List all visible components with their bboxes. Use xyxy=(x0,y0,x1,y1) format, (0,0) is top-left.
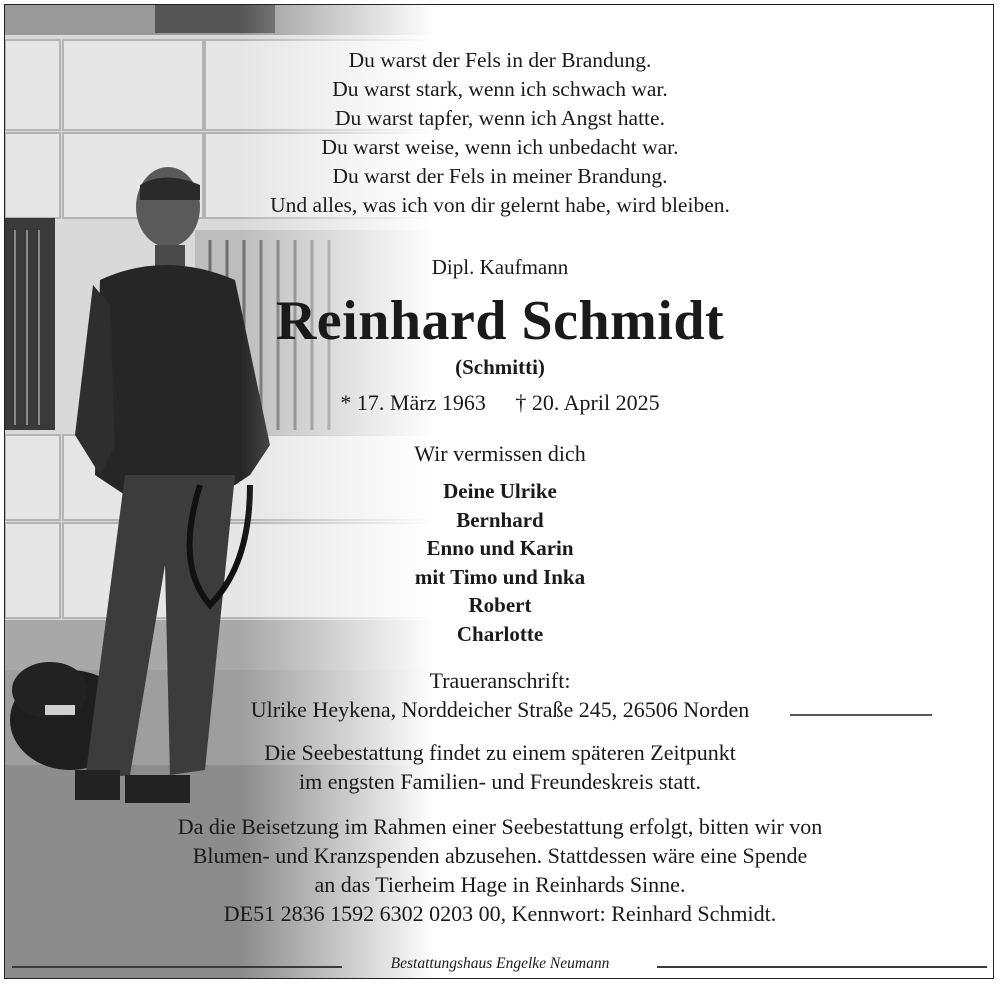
poem-line: Du warst stark, wenn ich schwach war. xyxy=(332,77,668,101)
life-dates xyxy=(0,390,1000,416)
footer-rule-right xyxy=(657,966,987,968)
deceased-name: Reinhard Schmidt xyxy=(275,290,725,352)
burial-line: im engsten Familien- und Freundeskreis statt. xyxy=(298,769,702,794)
family-member: Charlotte xyxy=(456,621,544,646)
poem-line: Du warst tapfer, wenn ich Angst hatte. xyxy=(335,106,665,130)
burial-notice xyxy=(0,738,1000,796)
family-member: Robert xyxy=(468,593,532,617)
poem-line: Du warst weise, wenn ich unbedacht war. xyxy=(321,135,679,159)
donation-line: Blumen- und Kranzspenden abzusehen. Stattdessen wäre eine Spende xyxy=(192,843,808,868)
family-member: mit Timo und Inka xyxy=(414,564,586,589)
family-member: Enno und Karin xyxy=(426,536,574,560)
address-line: Ulrike Heykena, Norddeicher Straße 245, 26506 Norden xyxy=(250,697,750,722)
funeral-home: Bestattungshaus Engelke Neumann xyxy=(390,955,610,972)
family-member: Deine Ulrike xyxy=(443,479,557,503)
poem-line: Du warst der Fels in meiner Brandung. xyxy=(332,164,668,188)
deceased-nickname: (Schmitti) xyxy=(455,355,545,379)
family-list xyxy=(0,477,1000,648)
donation-line: Da die Beisetzung im Rahmen einer Seebestattung erfolgt, bitten wir von xyxy=(177,814,823,839)
donation-line: DE51 2836 1592 6302 0203 00, Kennwort: Reinhard Schmidt. xyxy=(223,901,777,926)
miss-text: Wir vermissen dich xyxy=(414,441,586,466)
donation-notice xyxy=(0,812,1000,928)
burial-line: Die Seebestattung findet zu einem späteren Zeitpunkt xyxy=(264,740,736,765)
birth-date: * 17. März 1963 xyxy=(340,390,486,415)
address-label: Traueranschrift: xyxy=(429,668,571,693)
family-member: Bernhard xyxy=(456,507,544,532)
poem-line: Und alles, was ich von dir gelernt habe, wird bleiben. xyxy=(270,193,730,217)
donation-line: an das Tierheim Hage in Reinhards Sinne. xyxy=(314,872,686,897)
death-date: † 20. April 2025 xyxy=(515,390,660,415)
address-divider xyxy=(790,714,932,716)
poem-line: Du warst der Fels in der Brandung. xyxy=(348,48,652,72)
poem xyxy=(0,46,1000,220)
deceased-title: Dipl. Kaufmann xyxy=(431,255,569,279)
